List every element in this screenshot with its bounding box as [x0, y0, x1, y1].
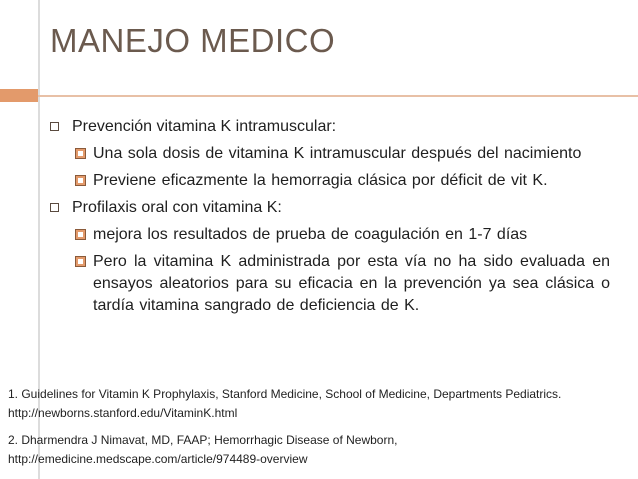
bullet-label: Prevención vitamina K intramuscular: — [72, 118, 337, 135]
filled-square-bullet-icon — [75, 148, 86, 159]
bullet-label: Profilaxis oral con vitamina K: — [72, 199, 282, 216]
sub-bullet-text: Pero la vitamina K administrada por esta vía no ha sido evaluada en ensayos aleatorios para su eficacia en la prevención ya sea clásica o tardía vitamina sangrado de deficiencia de K. — [93, 253, 610, 314]
sub-bullet-item — [50, 251, 610, 317]
sub-bullet-text: Previene eficazmente la hemorragia clásica por déficit de vit K. — [93, 172, 548, 189]
slide-body — [50, 116, 610, 322]
square-bullet-icon — [50, 203, 59, 212]
square-bullet-icon — [50, 122, 59, 131]
title-divider — [38, 95, 638, 97]
references — [8, 385, 630, 477]
bullet-item — [50, 197, 610, 219]
sub-bullet-item — [50, 143, 610, 165]
reference-item: 1. Guidelines for Vitamin K Prophylaxis, Stanford Medicine, School of Medicine, Departments Pediatrics. http://newborns.stanford.edu/VitaminK.html — [8, 387, 562, 420]
sub-bullet-item — [50, 170, 610, 192]
filled-square-bullet-icon — [75, 175, 86, 186]
accent-bar — [0, 89, 38, 102]
sub-bullet-text: Una sola dosis de vitamina K intramuscular después del nacimiento — [93, 145, 582, 162]
bullet-item — [50, 116, 610, 138]
reference-item: 2. Dharmendra J Nimavat, MD, FAAP; Hemorrhagic Disease of Newborn, http://emedicine.medscape.com/article/974489-overview — [8, 433, 398, 466]
sub-bullet-item — [50, 224, 610, 246]
filled-square-bullet-icon — [75, 256, 86, 267]
slide-title: MANEJO MEDICO — [50, 22, 336, 59]
filled-square-bullet-icon — [75, 229, 86, 240]
sub-bullet-text: mejora los resultados de prueba de coagulación en 1-7 días — [93, 226, 528, 243]
